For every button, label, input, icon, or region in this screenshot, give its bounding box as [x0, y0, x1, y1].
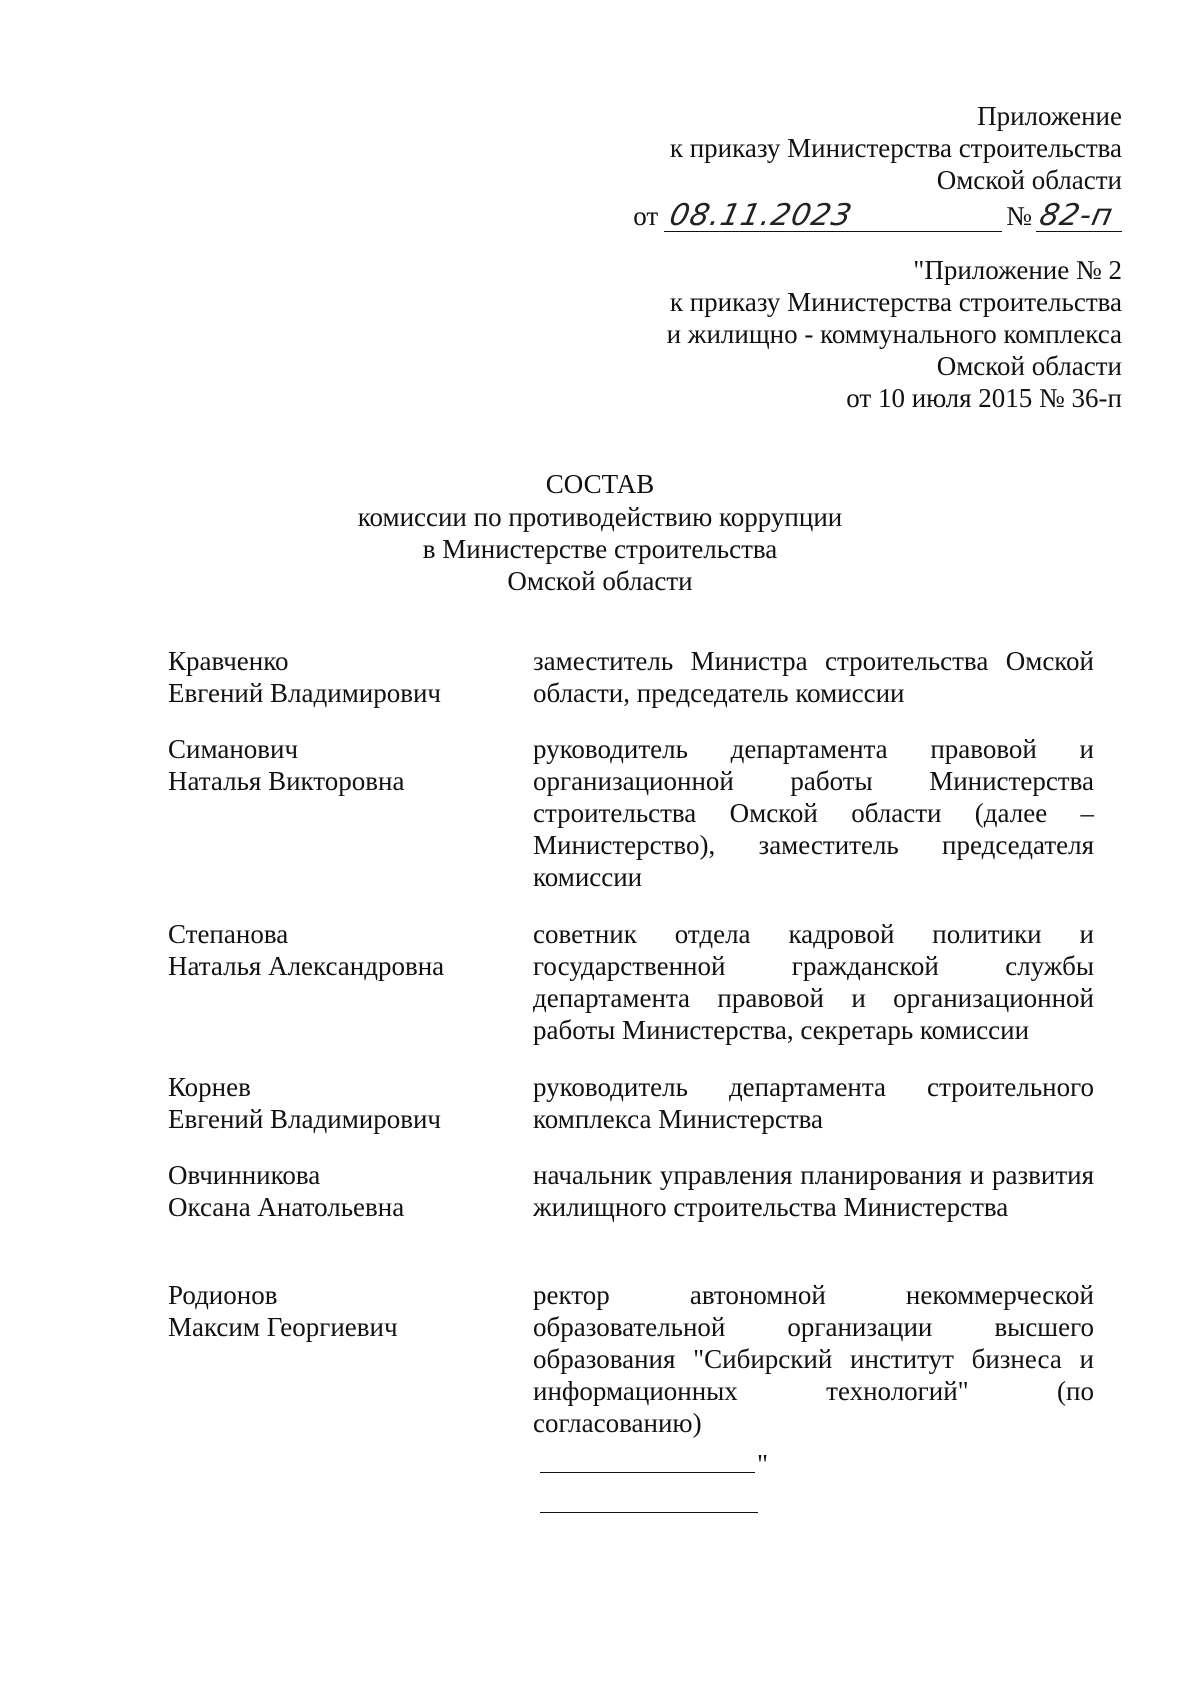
- member-role: руководитель департамента строительного комплекса Министерства: [533, 1072, 1094, 1134]
- appendix-heading: Приложение: [977, 101, 1122, 131]
- document-title: СОСТАВ: [545, 469, 655, 499]
- closing-rule-2: [540, 1512, 758, 1513]
- member-role: заместитель Министра строительства Омской области, председатель комиссии: [533, 646, 1094, 708]
- member-role: советник отдела кадровой политики и государственной гражданской службы департамента правовой и организационной работы Министерства, секретарь комиссии: [533, 919, 1094, 1045]
- closing-rule-1: [540, 1472, 755, 1473]
- member-surname: Родионов: [168, 1280, 278, 1310]
- previous-region-name: Омской области: [936, 351, 1122, 381]
- handwritten-date: 08.11.2023: [666, 198, 856, 233]
- number-prefix: №: [1006, 201, 1032, 231]
- member-given-names: Евгений Владимирович: [168, 1104, 442, 1134]
- member-role: ректор автономной некоммерческой образовательной организации высшего образования "Сибирский институт бизнеса и информационных технологий" (по согласованию): [533, 1280, 1094, 1438]
- member-role: руководитель департамента правовой и организационной работы Министерства строительства Омской области (далее – Министерство), заместитель председателя комиссии: [533, 734, 1094, 892]
- previous-complex-name: и жилищно - коммунального комплекса: [666, 319, 1122, 349]
- title-line-1: комиссии по противодействию коррупции: [357, 502, 843, 532]
- closing-quote: ": [757, 1449, 769, 1479]
- region-name: Омской области: [936, 165, 1122, 195]
- date-prefix: от: [633, 201, 659, 231]
- member-surname: Кравченко: [168, 646, 289, 676]
- previous-order-date: от 10 июля 2015 № 36-п: [846, 383, 1122, 413]
- number-field: [1036, 198, 1122, 233]
- member-given-names: Наталья Викторовна: [168, 766, 405, 796]
- member-name: [168, 1071, 488, 1135]
- member-given-names: Максим Георгиевич: [168, 1312, 398, 1342]
- member-given-names: Наталья Александровна: [168, 951, 445, 981]
- member-name: [168, 645, 488, 709]
- previous-appendix-heading: "Приложение № 2: [913, 255, 1122, 285]
- date-field: [664, 198, 1002, 233]
- title-line-3: Омской области: [507, 566, 693, 596]
- member-name: [168, 1279, 488, 1343]
- member-given-names: Оксана Анатольевна: [168, 1192, 405, 1222]
- member-surname: Корнев: [168, 1072, 251, 1102]
- previous-order-reference: к приказу Министерства строительства: [669, 287, 1122, 317]
- member-given-names: Евгений Владимирович: [168, 678, 442, 708]
- member-surname: Симанович: [168, 734, 299, 764]
- member-surname: Степанова: [168, 919, 289, 949]
- member-name: [168, 1159, 488, 1223]
- order-date-number-line: [633, 200, 1122, 232]
- order-reference: к приказу Министерства строительства: [669, 133, 1122, 163]
- title-line-2: в Министерстве строительства: [422, 534, 778, 564]
- member-role: начальник управления планирования и развития жилищного строительства Министерства: [533, 1160, 1094, 1222]
- member-name: [168, 733, 488, 797]
- member-name: [168, 918, 488, 982]
- handwritten-number: 82-п: [1036, 198, 1117, 233]
- member-surname: Овчинникова: [168, 1160, 321, 1190]
